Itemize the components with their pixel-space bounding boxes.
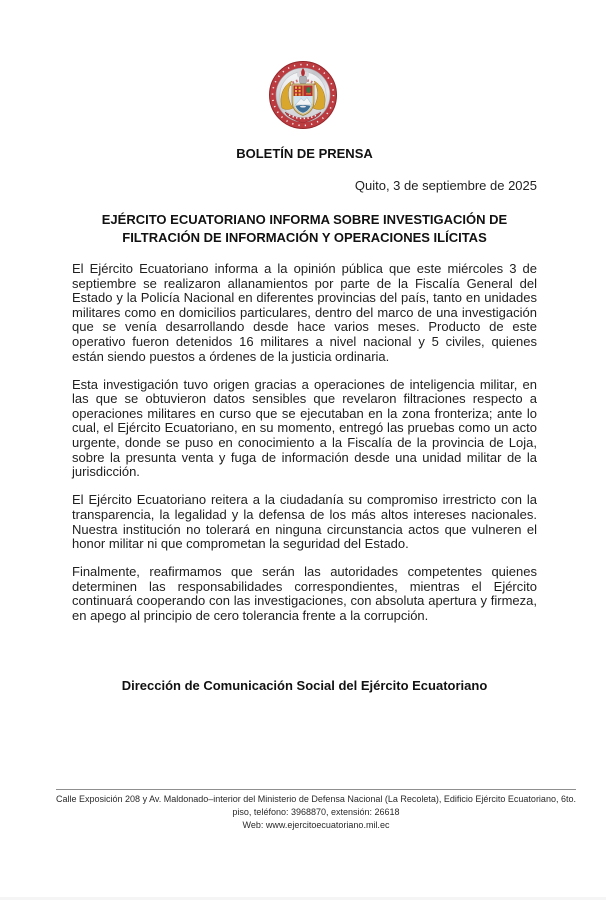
bulletin-label: BOLETÍN DE PRENSA (236, 146, 373, 161)
condor-bird (306, 87, 310, 93)
army-seal-icon (268, 56, 338, 134)
footer-web: Web: www.ejercitoecuatoriano.mil.ec (242, 820, 390, 830)
army-seal-logo (268, 56, 338, 134)
bird-perch (306, 94, 311, 95)
signature-line: Dirección de Comunicación Social del Ejército Ecuatoriano (121, 678, 488, 693)
title-line-2: FILTRACIÓN DE INFORMACIÓN Y OPERACIONES ILÍCITAS (122, 230, 487, 245)
dateline: Quito, 3 de septiembre de 2025 (354, 178, 537, 193)
paragraph-1: El Ejército Ecuatoriano informa a la opinión pública que este miércoles 3 de septiembre se realizaron allanamientos por parte de la Fiscalía General del Estado y la Policía Nacional en diferentes provincias del país, tanto en unidades militares como en domicilios particulares, dentro del marco de una investigación que se venía desarrollando desde hace varios meses. Producto de este operativo fueron detenidos 16 militares a nivel nacional y 5 civiles, quienes están siendo puestos a órdenes de la justicia ordinaria. (72, 261, 537, 364)
shield-divider (303, 86, 304, 97)
paragraph-2: Esta investigación tuvo origen gracias a operaciones de inteligencia militar, en las que se obtuvieron datos sensibles que revelaron filtraciones respecto a operaciones militares en curso que se ejecutaban en la zona fronteriza; ante lo cual, el Ejército Ecuatoriano, en su momento, entregó las pruebas como un acto urgente, donde se puso en conocimiento a la Fiscalía de la provincia de Loja, sobre la presunta venta y fuga de información desde una unidad militar de la jurisdicción. (72, 376, 537, 480)
footer-phone: piso, teléfono: 3968870, extensión: 26618 (232, 807, 400, 817)
paragraph-4: Finalmente, reafirmamos que serán las autoridades competentes quienes determinen las responsabilidades correspondientes, mientras el Ejército continuará cooperando con las investigaciones, con absoluta apertura y firmeza, en apego al principio de cero tolerancia frente a la corrupción. (72, 564, 537, 623)
knight-helmet (300, 76, 307, 84)
press-release-title (72, 211, 537, 247)
footer-address: Calle Exposición 208 y Av. Maldonado–interior del Ministerio de Defensa Nacional (La Recoleta), Edificio Ejército Ecuatoriano, 6to. (56, 794, 576, 804)
body-text (72, 262, 537, 637)
title-line-1: EJÉRCITO ECUATORIANO INFORMA SOBRE INVESTIGACIÓN DE (101, 212, 508, 227)
ship (300, 106, 306, 108)
footer (48, 789, 584, 832)
footer-divider (56, 789, 576, 790)
paragraph-3: El Ejército Ecuatoriano reitera a la ciudadanía su compromiso irrestricto con la transparencia, la legalidad y la defensa de los más altos intereses nacionales. Nuestra institución no tolerará en ninguna circunstancia actos que vulneren el honor militar ni que comprometan la seguridad del Estado. (72, 492, 537, 552)
